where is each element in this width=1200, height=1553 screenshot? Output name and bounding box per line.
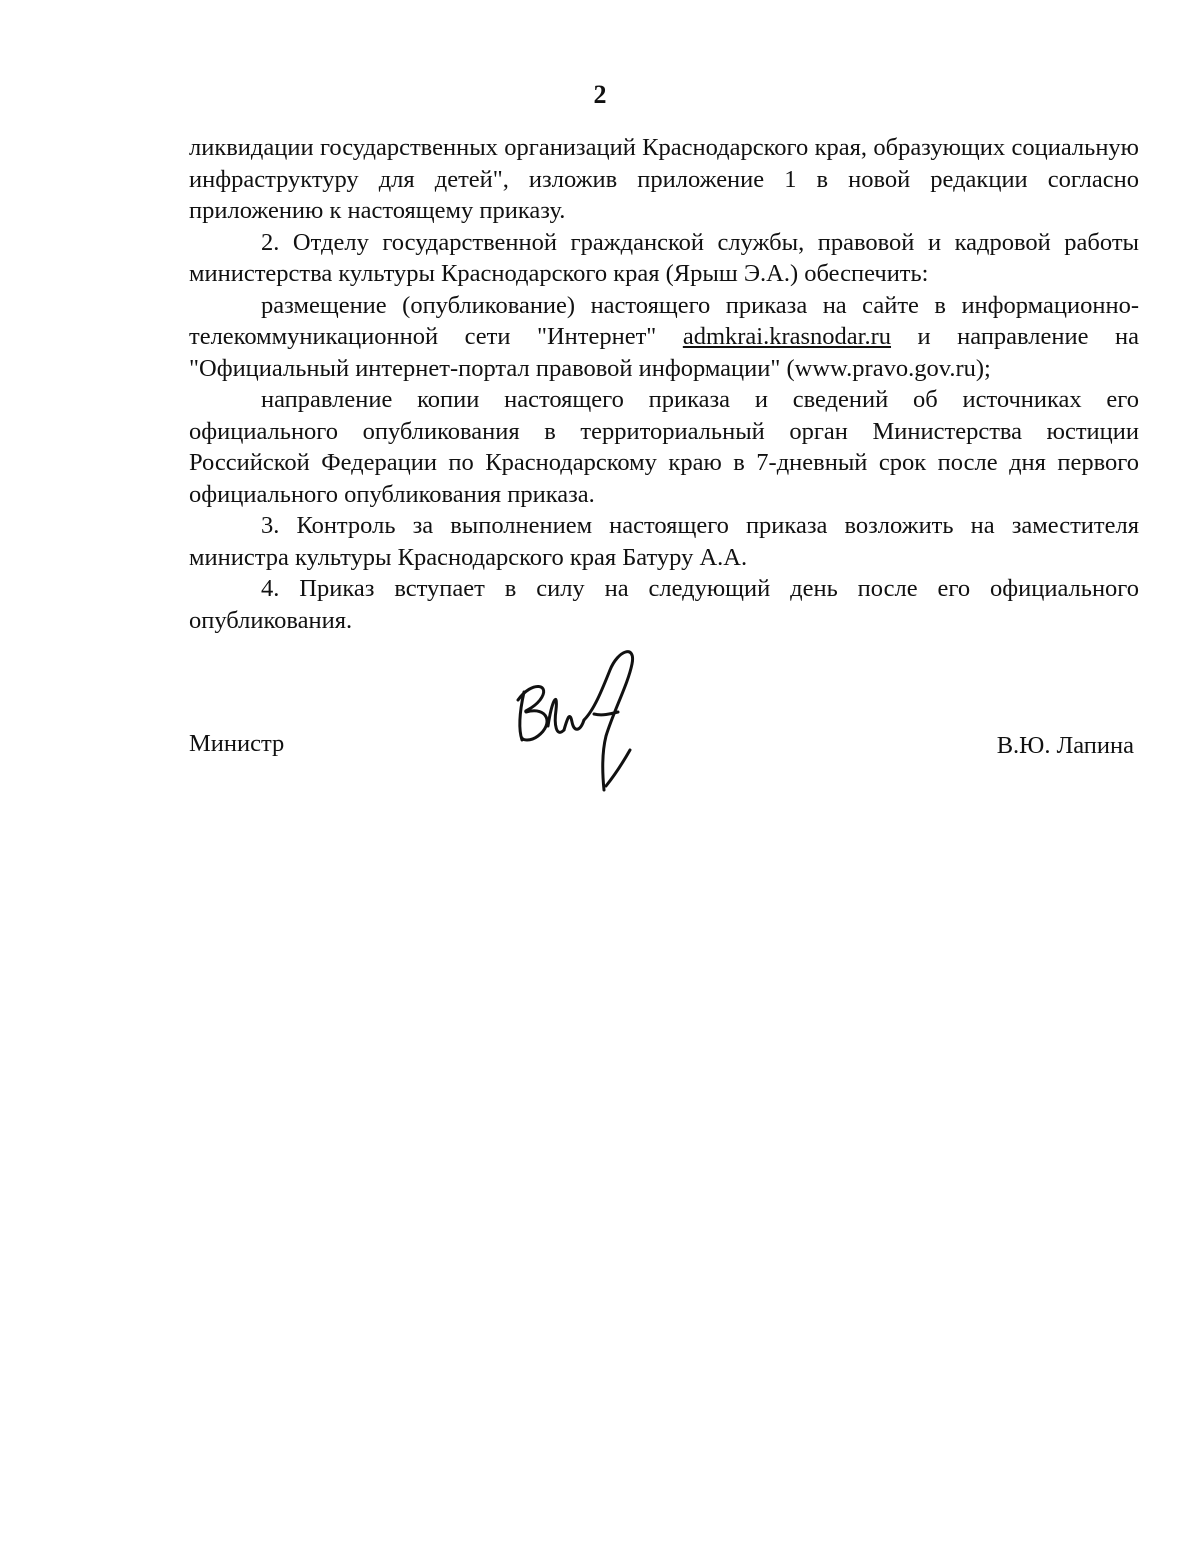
paragraph-ministry-of-justice: направление копии настоящего приказа и сведений об источниках его официального опубликования в территориальный орган Министерства юстиции Российской Федерации по Краснодарскому краю в 7-дневный срок после дня первого официального опубликования приказа. [189, 386, 1139, 508]
page-number: 2 [593, 80, 607, 109]
publication-text-start: размещение (опубликование) настоящего приказа на сайте в информационно-телекоммуникационной сети "Интернет" [189, 291, 1139, 350]
signatory-title: Министр [189, 730, 285, 757]
signature-block [189, 728, 1134, 768]
paragraph-item-4: 4. Приказ вступает в силу на следующий день после его официального опубликования. [189, 575, 1139, 634]
paragraph-item-3: 3. Контроль за выполнением настоящего приказа возложить на заместителя министра культуры Краснодарского края Батуру А.А. [189, 512, 1139, 571]
signatory-name: В.Ю. Лапина [996, 732, 1134, 759]
paragraph-item-2: 2. Отделу государственной гражданской службы, правовой и кадровой работы министерства культуры Краснодарского края (Ярыш Э.А.) обеспечить: [189, 228, 1139, 287]
paragraph-continuation: ликвидации государственных организаций Краснодарского края, образующих социальную инфраструктуру для детей", изложив приложение 1 в новой редакции согласно приложению к настоящему приказу. [189, 134, 1139, 224]
handwritten-signature [510, 640, 650, 800]
publication-text-end: и направление на "Официальный интернет-портал правовой информации" (www.pravo.gov.ru); [189, 323, 1140, 382]
paragraph-publication [189, 290, 1139, 385]
document-body [189, 132, 1139, 636]
website-link[interactable]: admkrai.krasnodar.ru [682, 323, 892, 350]
